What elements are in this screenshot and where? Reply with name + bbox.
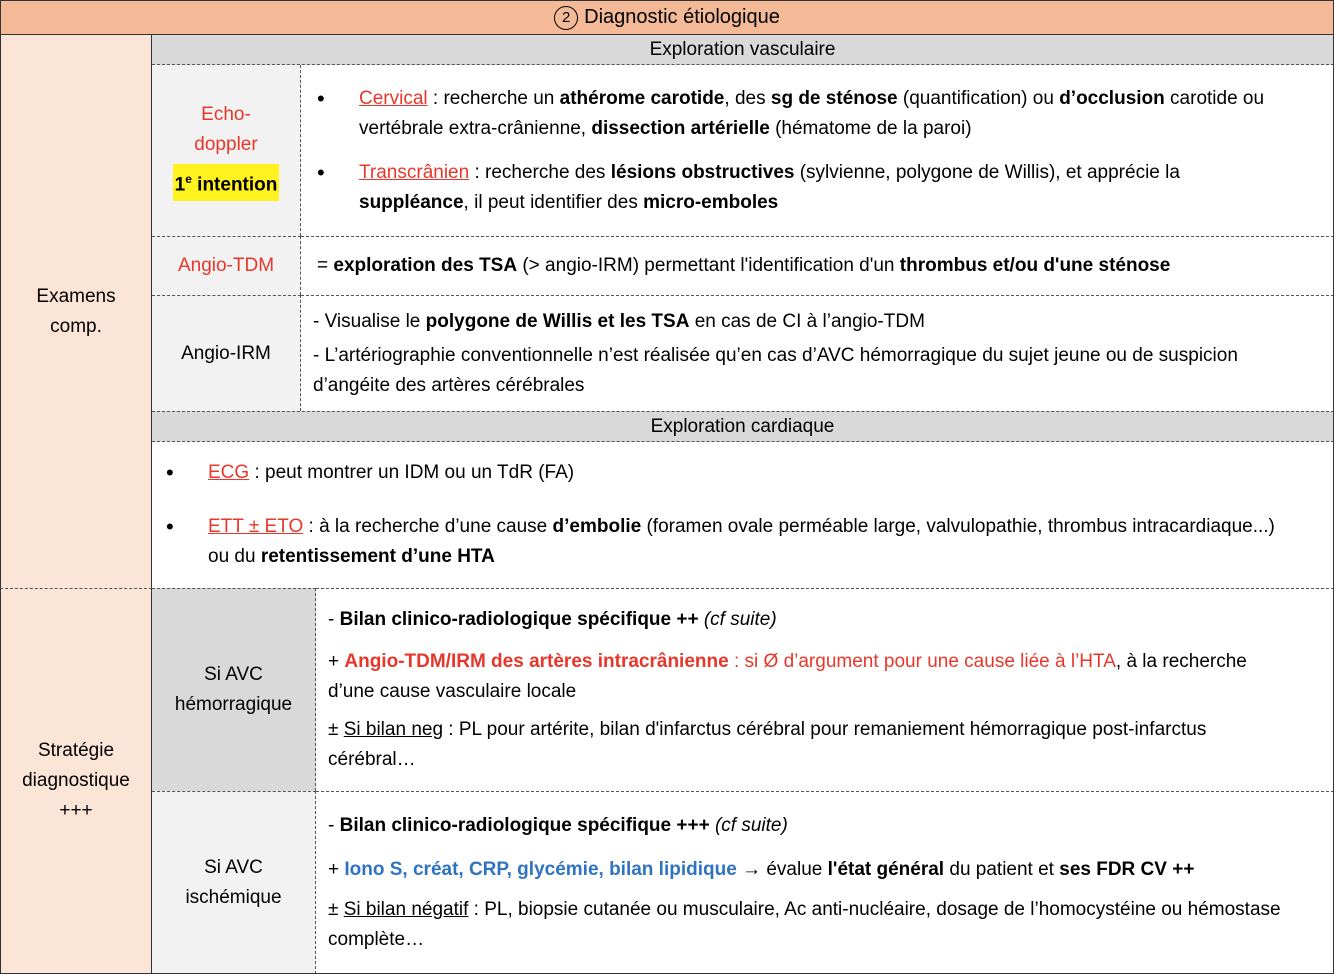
isch-label-line1: Si AVC: [204, 856, 263, 878]
vasc-title: Exploration vasculaire: [649, 38, 836, 60]
card-subheader: [152, 411, 1334, 442]
hemo-content: [316, 588, 1334, 791]
hemo-line2: + Angio-TDM/IRM des artères intracrânienne : si Ø d’argument pour une cause liée à l’HTA, à la recherche d’une cause vasculaire locale: [328, 651, 1247, 702]
angioirm-content: [301, 295, 1334, 411]
echo-label-cell: [152, 65, 301, 236]
isch-label-cell: [152, 791, 316, 974]
echo-label-line1: Echo-: [201, 104, 251, 126]
card-content: [152, 442, 1334, 588]
strategie-label-line3: +++: [59, 800, 93, 821]
isch-line1: - Bilan clinico-radiologique spécifique +++ (cf suite): [328, 814, 788, 836]
isch-line2: + Iono S, créat, CRP, glycémie, bilan lipidique → évalue l'état général du patient et ses FDR CV ++: [328, 858, 1195, 880]
angioirm-label: Angio-IRM: [181, 342, 271, 364]
card-title: Exploration cardiaque: [650, 415, 835, 437]
ecg-item: • ECG : peut montrer un IDM ou un TdR (FA): [166, 458, 1293, 488]
hemo-label-line1: Si AVC: [204, 664, 263, 685]
angioirm-line2: - L’artériographie conventionnelle n’est réalisée qu’en cas d’AVC hémorragique du sujet jeune ou de suspicion d’angéite des artères cérébrales: [313, 344, 1238, 396]
examens-label-line2: comp.: [50, 315, 102, 337]
strategie-label-line1: Stratégie: [37, 740, 115, 761]
angiotdm-label: Angio-TDM: [177, 255, 275, 276]
hemo-line3: ± Si bilan neg : PL pour artérite, bilan d'infarctus cérébral pour remaniement hémorragique post-infarctus cérébral…: [328, 719, 1207, 770]
hemo-label-line2: hémorragique: [174, 694, 293, 715]
ett-label: ETT ± ETO: [208, 516, 304, 537]
echo-content: [301, 65, 1334, 236]
hemo-label-cell: [152, 588, 316, 791]
ecg-label: ECG: [208, 462, 250, 483]
cervical-label: Cervical: [359, 87, 428, 109]
angiotdm-content: = exploration des TSA (> angio-IRM) permettant l'identification d'un thrombus et/ou d'une sténose: [301, 236, 1334, 295]
strategie-label-line2: diagnostique: [22, 770, 130, 791]
isch-content: [316, 791, 1334, 974]
angiotdm-label-cell: [152, 236, 301, 295]
angioirm-label-cell: [152, 295, 301, 411]
section-title: Diagnostic étiologique: [584, 6, 780, 28]
row-label-examens: [0, 35, 152, 588]
isch-line3: ± Si bilan négatif : PL, biopsie cutanée ou musculaire, Ac anti-nucléaire, dosage de l’homocystéine ou hémostase complète…: [328, 898, 1281, 950]
hemo-line1: - Bilan clinico-radiologique spécifique ++ (cf suite): [328, 609, 777, 630]
ett-item: • ETT ± ETO : à la recherche d’une cause d’embolie (foramen ovale perméable large, valvulopathie, thrombus intracardiaque...) ou du retentissement d’une HTA: [166, 512, 1293, 572]
row-label-strategie: [0, 588, 152, 974]
transcranien-item: • Transcrânien : recherche des lésions obstructives (sylvienne, polygone de Willis), et apprécie la suppléance, il peut identifier des micro-emboles: [317, 158, 1293, 218]
echo-label-line2: doppler: [194, 134, 258, 156]
first-intention-badge: 1e intention: [173, 164, 280, 200]
isch-label-line2: ischémique: [185, 886, 282, 908]
transcranien-label: Transcrânien: [359, 161, 470, 183]
cervical-item: • Cervical : recherche un athérome carotide, des sg de sténose (quantification) ou d’occlusion carotide ou vertébrale extra-crânienne, dissection artérielle (hématome de la paroi): [317, 84, 1293, 144]
section-number-circle: 2: [554, 6, 578, 30]
angioirm-line1: - Visualise le polygone de Willis et les TSA en cas de CI à l’angio-TDM: [313, 310, 925, 332]
vasc-subheader: [152, 35, 1334, 65]
examens-label-line1: Examens: [36, 285, 116, 307]
arrow-right-icon: →: [736, 858, 767, 880]
section-header: [0, 0, 1334, 35]
